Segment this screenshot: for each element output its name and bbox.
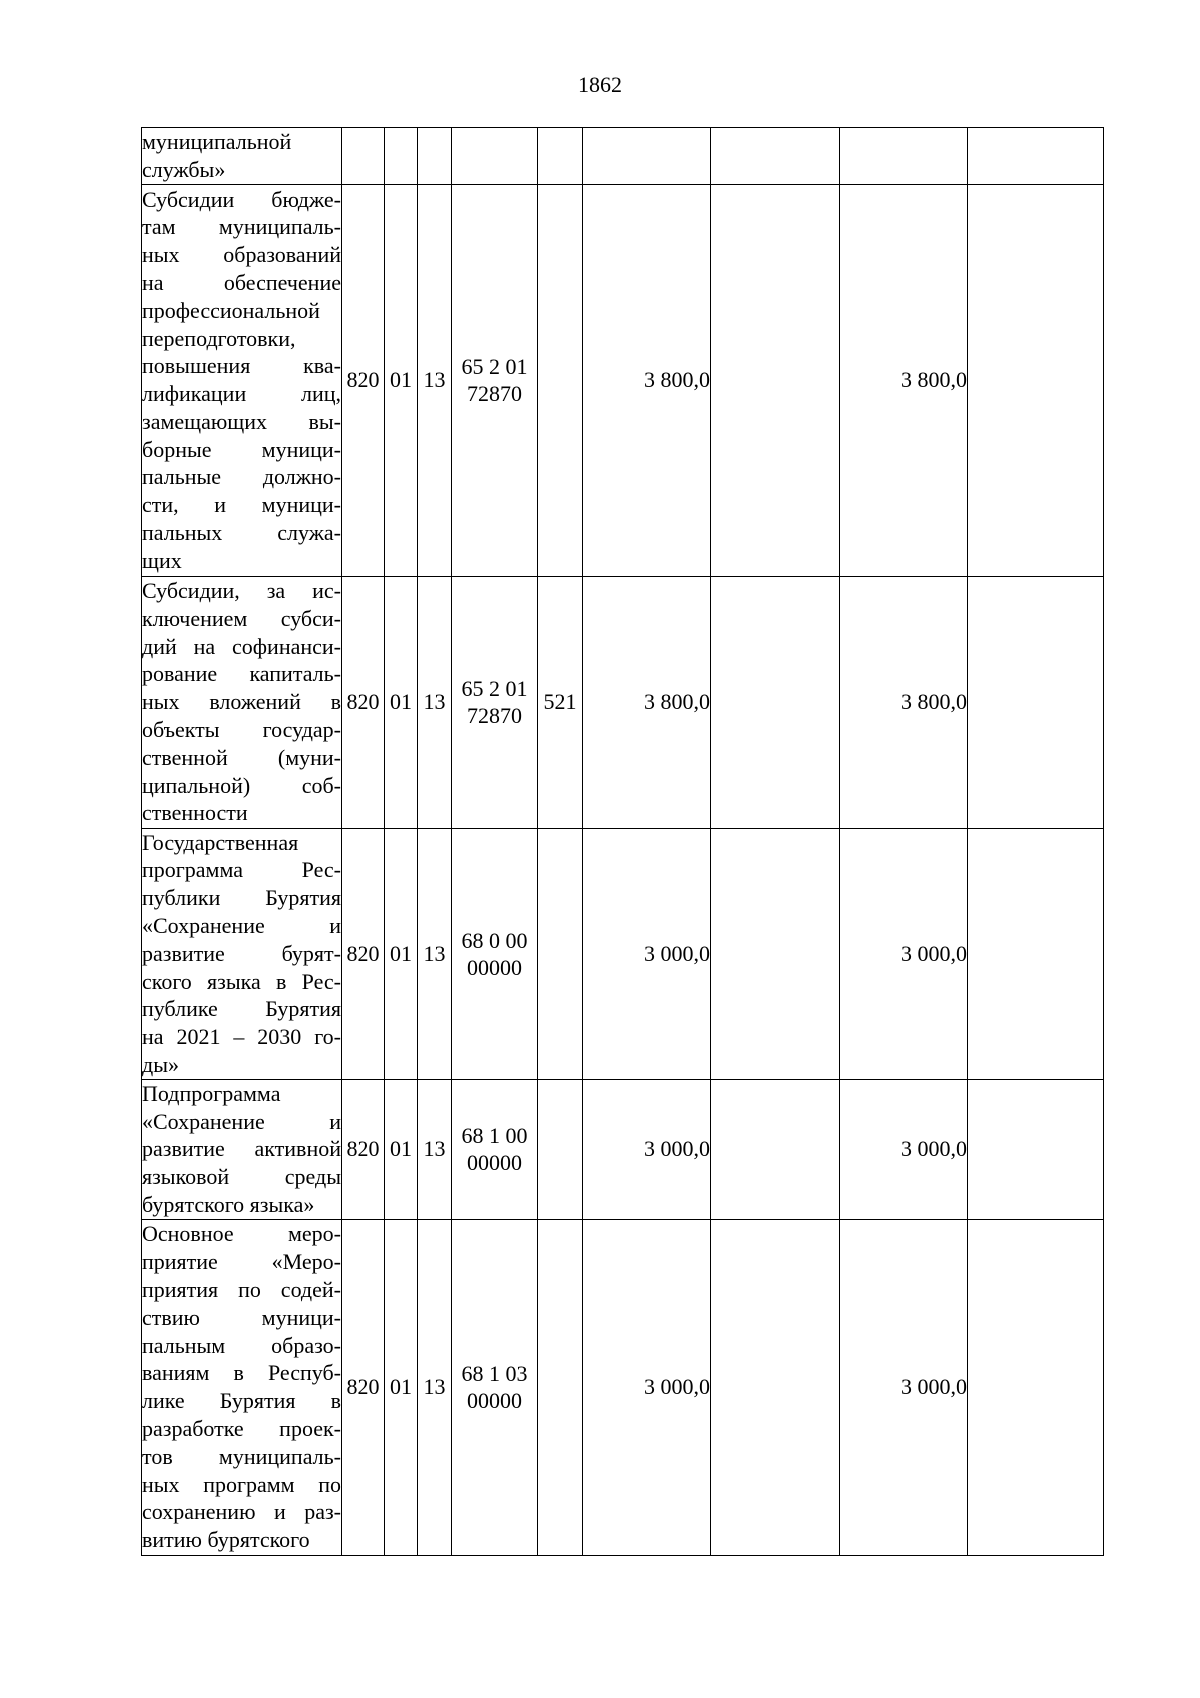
cell-sum-1: 3 000,0 [583, 828, 711, 1079]
description-line: ственности [142, 800, 248, 826]
row-description [142, 128, 342, 185]
description-line: ключением субси- [142, 605, 341, 631]
description-line: «Сохранение и [142, 1108, 341, 1134]
row-description [142, 1079, 342, 1219]
description-line: на обеспечение [142, 269, 341, 295]
cell-col-9 [968, 184, 1104, 576]
cell-rz: 01 [385, 828, 418, 1079]
cell-pr: 13 [418, 576, 452, 828]
csr-line: 65 2 01 [461, 676, 528, 702]
description-line: щих [142, 547, 182, 573]
description-line: службы» [142, 156, 226, 182]
table-row [142, 1079, 1104, 1219]
cell-rz [385, 128, 418, 185]
cell-col-9 [968, 576, 1104, 828]
table-row [142, 576, 1104, 828]
cell-sum-2: 3 000,0 [840, 1079, 968, 1219]
cell-pr [418, 128, 452, 185]
description-line: Основное меро- [142, 1221, 341, 1247]
csr-line: 72870 [467, 381, 522, 407]
cell-gr: 820 [342, 1079, 385, 1219]
description-line: разработке проек- [142, 1416, 341, 1442]
description-line: Государственная [142, 829, 299, 855]
row-description [142, 1219, 342, 1555]
csr-line: 00000 [467, 1388, 522, 1414]
page-number: 1862 [578, 72, 622, 97]
cell-col-7 [711, 1219, 840, 1555]
cell-gr: 820 [342, 1219, 385, 1555]
cell-pr: 13 [418, 1079, 452, 1219]
description-line: тов муниципаль- [142, 1443, 341, 1469]
cell-csr [452, 128, 538, 185]
cell-col-7 [711, 1079, 840, 1219]
cell-vr [538, 1219, 583, 1555]
description-line: профессиональной [142, 297, 320, 323]
cell-col-9 [968, 1219, 1104, 1555]
description-line: «Сохранение и [142, 912, 341, 938]
budget-table [141, 127, 1104, 1556]
cell-csr [452, 184, 538, 576]
cell-rz: 01 [385, 1219, 418, 1555]
cell-vr [538, 128, 583, 185]
description-line: пальные должно- [142, 464, 341, 490]
description-line: бурятского языка» [142, 1191, 315, 1217]
description-line: на 2021 – 2030 го- [142, 1024, 341, 1050]
cell-sum-1: 3 000,0 [583, 1079, 711, 1219]
row-description [142, 828, 342, 1079]
description-line: повышения ква- [142, 353, 341, 379]
description-line: программа Рес- [142, 857, 341, 883]
row-description [142, 576, 342, 828]
cell-col-7 [711, 576, 840, 828]
cell-sum-2: 3 000,0 [840, 828, 968, 1079]
description-line: ных программ по [142, 1471, 341, 1497]
description-line: приятия по содей- [142, 1277, 341, 1303]
cell-gr [342, 128, 385, 185]
description-line: ского языка в Рес- [142, 968, 341, 994]
csr-line: 72870 [467, 703, 522, 729]
csr-line: 68 1 00 [461, 1123, 528, 1149]
cell-col-9 [968, 1079, 1104, 1219]
description-line: ствию муници- [142, 1304, 341, 1330]
csr-line: 68 0 00 [461, 927, 528, 953]
description-line: ципальной) соб- [142, 772, 341, 798]
table-row [142, 128, 1104, 185]
description-line: публики Бурятия [142, 885, 341, 911]
description-line: лике Бурятия в [142, 1388, 341, 1414]
description-line: Подпрограмма [142, 1080, 281, 1106]
description-line: Субсидии бюдже- [142, 186, 341, 212]
table-row [142, 1219, 1104, 1555]
cell-pr: 13 [418, 184, 452, 576]
cell-csr [452, 1079, 538, 1219]
cell-rz: 01 [385, 1079, 418, 1219]
description-line: Субсидии, за ис- [142, 578, 341, 603]
cell-gr: 820 [342, 576, 385, 828]
cell-csr [452, 576, 538, 828]
cell-sum-1 [583, 128, 711, 185]
description-line: приятие «Меро- [142, 1249, 341, 1275]
cell-vr [538, 184, 583, 576]
description-line: дий на софинанси- [142, 633, 341, 659]
cell-pr: 13 [418, 828, 452, 1079]
cell-rz: 01 [385, 576, 418, 828]
cell-col-9 [968, 828, 1104, 1079]
description-line: рование капиталь- [142, 661, 341, 687]
cell-col-7 [711, 128, 840, 185]
cell-sum-1: 3 800,0 [583, 576, 711, 828]
cell-col-9 [968, 128, 1104, 185]
description-line: объекты государ- [142, 716, 341, 742]
description-line: пальным образо- [142, 1332, 341, 1358]
description-line: там муниципаль- [142, 214, 341, 240]
table-row [142, 828, 1104, 1079]
cell-sum-2: 3 800,0 [840, 184, 968, 576]
description-line: витию бурятского [142, 1527, 310, 1553]
cell-gr: 820 [342, 184, 385, 576]
cell-sum-2 [840, 128, 968, 185]
description-line: ственной (муни- [142, 744, 341, 770]
table-row [142, 184, 1104, 576]
description-line: развитие активной [142, 1136, 341, 1162]
cell-vr: 521 [538, 576, 583, 828]
cell-col-7 [711, 184, 840, 576]
description-line: ды» [142, 1051, 179, 1077]
csr-line: 68 1 03 [461, 1361, 528, 1387]
csr-line: 00000 [467, 954, 522, 980]
description-line: ных образований [142, 242, 341, 268]
description-line: муниципальной [142, 129, 292, 154]
description-line: ных вложений в [142, 689, 341, 715]
description-line: переподготовки, [142, 325, 296, 351]
row-description [142, 184, 342, 576]
cell-sum-1: 3 800,0 [583, 184, 711, 576]
description-line: публике Бурятия [142, 996, 341, 1022]
csr-line: 65 2 01 [461, 354, 528, 380]
description-line: пальных служа- [142, 520, 341, 546]
cell-rz: 01 [385, 184, 418, 576]
cell-pr: 13 [418, 1219, 452, 1555]
cell-vr [538, 1079, 583, 1219]
cell-csr [452, 828, 538, 1079]
description-line: сти, и муници- [142, 492, 341, 518]
csr-line: 00000 [467, 1150, 522, 1176]
cell-col-7 [711, 828, 840, 1079]
description-line: сохранению и раз- [142, 1499, 341, 1525]
cell-sum-2: 3 800,0 [840, 576, 968, 828]
description-line: ваниям в Респуб- [142, 1360, 341, 1386]
cell-vr [538, 828, 583, 1079]
description-line: борные муници- [142, 436, 341, 462]
cell-sum-1: 3 000,0 [583, 1219, 711, 1555]
cell-csr [452, 1219, 538, 1555]
description-line: замещающих вы- [142, 408, 341, 434]
cell-gr: 820 [342, 828, 385, 1079]
description-line: лификации лиц, [142, 381, 341, 407]
description-line: развитие бурят- [142, 940, 341, 966]
description-line: языковой среды [142, 1164, 341, 1190]
cell-sum-2: 3 000,0 [840, 1219, 968, 1555]
